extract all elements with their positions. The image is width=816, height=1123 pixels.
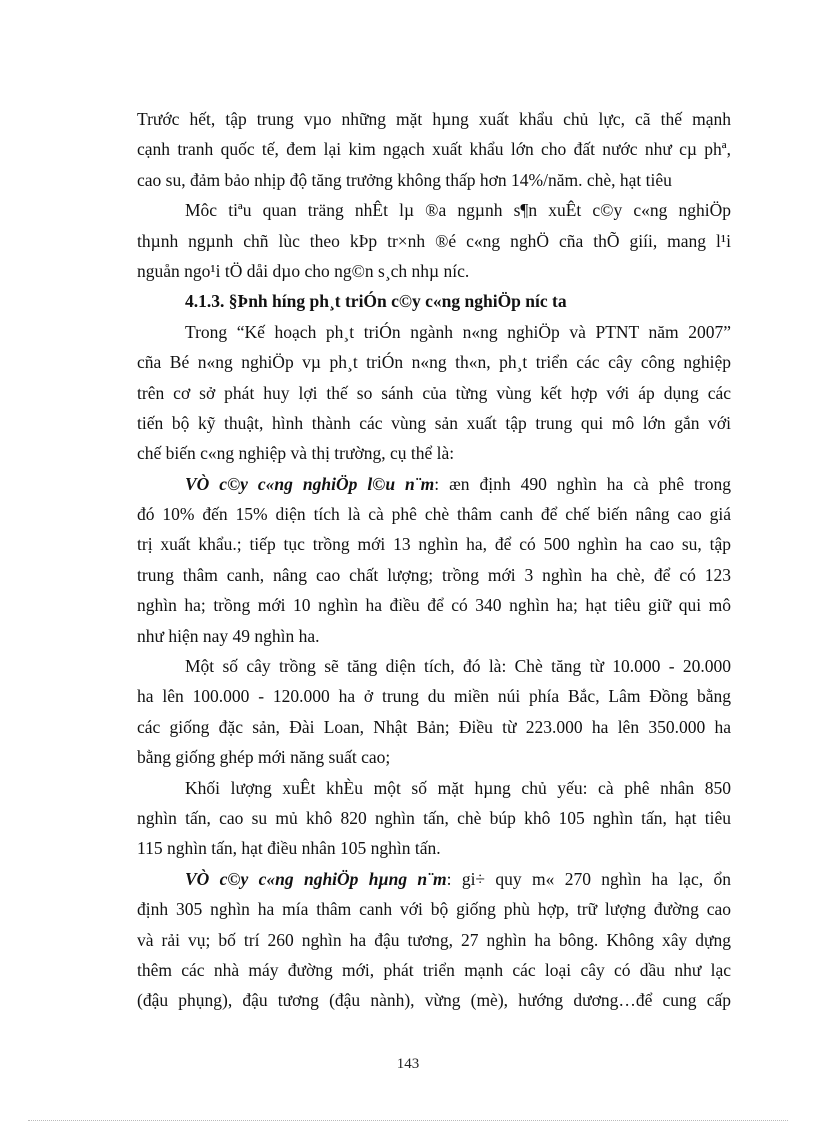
section-heading xyxy=(137,286,731,316)
paragraph-plan-intro xyxy=(137,317,731,469)
text-line: trên cơ sở phát huy lợi thế so sánh của từng vùng kết hợp với áp dụng các xyxy=(137,382,731,403)
text-line: và rải vụ; bố trí 260 nghìn ha đậu tương, 27 nghìn ha bông. Không xây dựng xyxy=(137,929,731,950)
text-line xyxy=(137,864,731,894)
paragraph-annual-crops xyxy=(137,864,731,1016)
text-line: 115 nghìn tấn, hạt điều nhân 105 nghìn tấn. xyxy=(137,838,441,859)
text-line: Trong “Kế hoạch ph¸t triÓn ngành n«ng nghiÖp và PTNT năm 2007” xyxy=(185,321,731,342)
text-run: : æn định 490 nghìn ha cà phê trong xyxy=(434,473,731,494)
page-number: 143 xyxy=(396,1056,420,1072)
text-line: cña Bé n«ng nghiÖp vµ ph¸t triÓn n«ng th«n, ph¸t triển các cây công nghiệp xyxy=(137,352,731,373)
annual-crops-heading: VÒ c©y c«ng nghiÖp hµng n¨m xyxy=(185,868,447,889)
text-line: Môc tiªu quan träng nhÊt lµ ®a ngµnh s¶n xuÊt c©y c«ng nghiÖp xyxy=(185,200,731,221)
paragraph-export-volume xyxy=(137,773,731,864)
text-line: Khối lượng xuÊt khÈu một số mặt hµng chủ yếu: cà phê nhân 850 xyxy=(185,777,731,798)
text-line: Một số cây trồng sẽ tăng diện tích, đó là: Chè tăng từ 10.000 - 20.000 xyxy=(185,656,731,677)
text-line: (đậu phụng), đậu tương (đậu nành), vừng (mè), hướng dương…để cung cấp xyxy=(137,990,731,1011)
text-line: ha lên 100.000 - 120.000 ha ở trung du miền núi phía Bắc, Lâm Đồng bằng xyxy=(137,686,731,707)
text-line: tiến bộ kỹ thuật, hình thành các vùng sản xuất tập trung qui mô lớn gắn với xyxy=(137,412,731,433)
text-line: trung thâm canh, nâng cao chất lượng; trồng mới 3 nghìn ha chè, để có 123 xyxy=(137,564,731,585)
perennial-crops-heading: VÒ c©y c«ng nghiÖp l©u n¨m xyxy=(185,473,435,494)
text-line: đó 10% đến 15% diện tích là cà phê chè thâm canh để chế biến nâng cao giá xyxy=(137,504,731,525)
paragraph-export-focus xyxy=(137,104,731,195)
text-line: cạnh tranh quốc tế, đem lại kim ngạch xuất khẩu lớn cho đất nước như cµ phª, xyxy=(137,139,731,160)
text-line xyxy=(137,469,731,499)
text-line: nghìn ha; trồng mới 10 nghìn ha điều để có 340 nghìn ha; hạt tiêu giữ qui mô xyxy=(137,595,731,616)
text-line: cao su, đảm bảo nhịp độ tăng trưởng không thấp hơn 14%/năm. chè, hạt tiêu xyxy=(137,169,672,190)
text-line: nghìn tấn, cao su mủ khô 820 nghìn tấn, chè búp khô 105 nghìn tấn, hạt tiêu xyxy=(137,807,731,828)
text-line: như hiện nay 49 nghìn ha. xyxy=(137,625,320,646)
section-heading-text: 4.1.3. §Þnh híng ph¸t triÓn c©y c«ng nghiÖp níc ta xyxy=(185,291,567,312)
text-line: Trước hết, tập trung vµo những mặt hµng xuất khẩu chủ lực, cã thế mạnh xyxy=(137,109,731,129)
paragraph-main-goal xyxy=(137,195,731,286)
text-line: bằng giống ghép mới năng suất cao; xyxy=(137,747,391,768)
text-line: nguån ngo¹i tÖ dåi dµo cho ng©n s¸ch nhµ níc. xyxy=(137,260,470,281)
text-run: : gi÷ quy m« 270 nghìn ha lạc, ổn xyxy=(446,868,731,889)
paragraph-perennial-crops xyxy=(137,469,731,651)
text-line: trị xuất khẩu.; tiếp tục trồng mới 13 nghìn ha, để có 500 nghìn ha cao su, tập xyxy=(137,534,731,555)
page-bottom-rule xyxy=(28,1120,788,1121)
text-line: các giống đặc sản, Đài Loan, Nhật Bản; Điều từ 223.000 ha lên 350.000 ha xyxy=(137,716,731,737)
paragraph-area-increase xyxy=(137,651,731,773)
text-line: định 305 nghìn ha mía thâm canh với bộ giống phù hợp, trữ lượng đường cao xyxy=(137,899,731,920)
document-body xyxy=(137,104,731,1016)
text-line: chế biến c«ng nghiệp và thị trường, cụ thể là: xyxy=(137,443,455,464)
text-line: thµnh ngµnh chñ lùc theo kÞp tr×nh ®é c«ng nghÖ cña thÕ giíi, mang l¹i xyxy=(137,230,731,251)
text-line: thêm các nhà máy đường mới, phát triển mạnh các loại cây có dầu như lạc xyxy=(137,959,731,980)
